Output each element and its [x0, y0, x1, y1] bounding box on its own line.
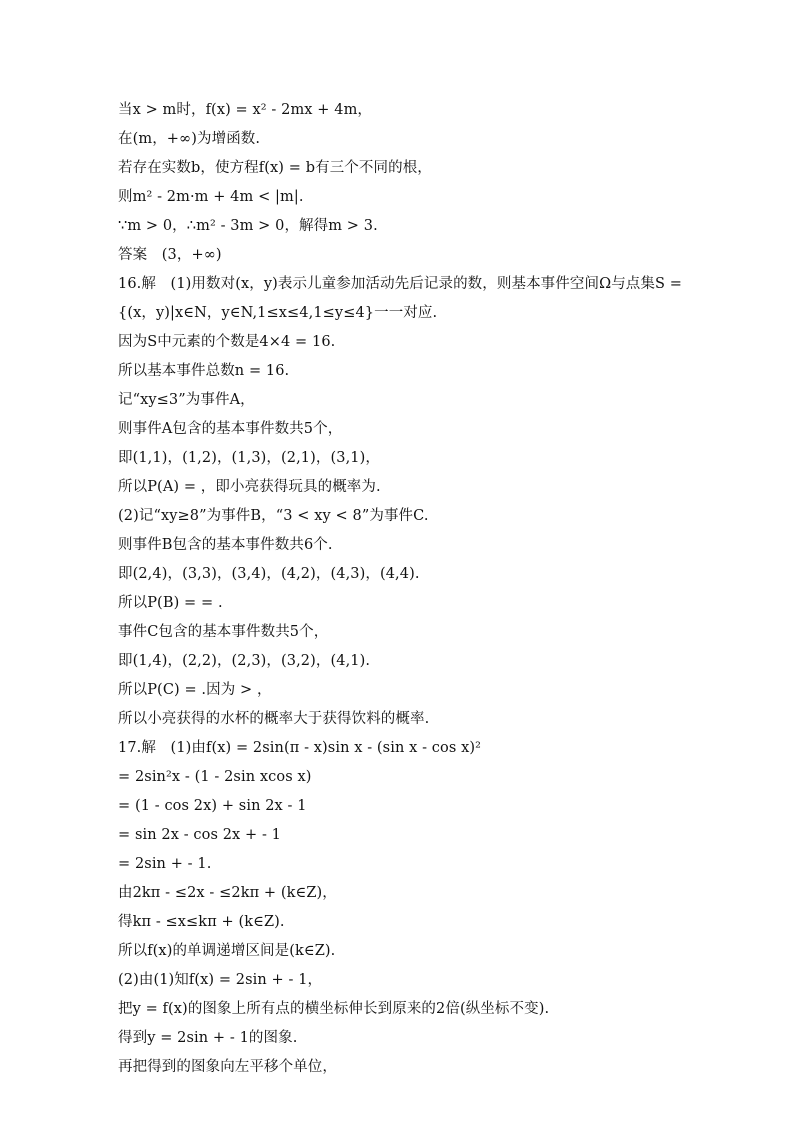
- answer-line: 答案 (3，+∞): [118, 247, 222, 263]
- text-line: 当x > m时，f(x) = x² - 2mx + 4m，: [118, 102, 373, 118]
- text-line: 所以小亮获得的水杯的概率大于获得饮料的概率.: [118, 711, 430, 727]
- text-line: = (1 - cos 2x) + sin 2x - 1: [118, 798, 307, 814]
- text-line: (2)由(1)知f(x) = 2sin + - 1，: [118, 972, 323, 988]
- text-line: 即(1,1)，(1,2)，(1,3)，(2,1)，(3,1)，: [118, 450, 380, 466]
- text-line: 所以P(B) = = .: [118, 595, 223, 611]
- text-line: = sin 2x - cos 2x + - 1: [118, 827, 282, 843]
- text-line: ∵m > 0，∴m² - 3m > 0，解得m > 3.: [118, 218, 378, 234]
- text-line: 则事件B包含的基本事件数共6个.: [118, 537, 333, 553]
- text-line: 在(m，+∞)为增函数.: [118, 131, 261, 147]
- text-line: = 2sin²x - (1 - 2sin xcos x): [118, 769, 312, 785]
- text-line: 所以P(C) = .因为 > ，: [118, 682, 272, 698]
- text-line: 则m² - 2m·m + 4m < |m|.: [118, 189, 304, 205]
- text-line: 所以f(x)的单调递增区间是(k∈Z).: [118, 943, 336, 959]
- text-line: 得kπ - ≤x≤kπ + (k∈Z).: [118, 914, 285, 930]
- text-line: 则事件A包含的基本事件数共5个，: [118, 421, 343, 437]
- text-line: 记“xy≤3”为事件A，: [118, 392, 255, 408]
- text-line: (2)记“xy≥8”为事件B，“3 < xy < 8”为事件C.: [118, 508, 429, 524]
- text-line: 由2kπ - ≤2x - ≤2kπ + (k∈Z)，: [118, 885, 337, 901]
- text-line: 事件C包含的基本事件数共5个，: [118, 624, 329, 640]
- text-line: 所以P(A) = ，即小亮获得玩具的概率为.: [118, 479, 381, 495]
- text-line: 所以基本事件总数n = 16.: [118, 363, 290, 379]
- text-line: 把y = f(x)的图象上所有点的横坐标伸长到原来的2倍(纵坐标不变).: [118, 1001, 550, 1017]
- solution-text: [118, 96, 718, 1082]
- problem-17-heading: 17.解 (1)由f(x) = 2sin(π - x)sin x - (sin x - cos x)²: [118, 740, 482, 756]
- problem-16-heading: 16.解 (1)用数对(x，y)表示儿童参加活动先后记录的数，则基本事件空间Ω与点集S =: [118, 276, 682, 292]
- text-line: = 2sin + - 1.: [118, 856, 212, 872]
- text-line: 再把得到的图象向左平移个单位，: [118, 1059, 337, 1075]
- text-line: 若存在实数b，使方程f(x) = b有三个不同的根，: [118, 160, 432, 176]
- text-line: 因为S中元素的个数是4×4 = 16.: [118, 334, 336, 350]
- text-line: 即(1,4)，(2,2)，(2,3)，(3,2)，(4,1).: [118, 653, 371, 669]
- text-line: 即(2,4)，(3,3)，(3,4)，(4,2)，(4,3)，(4,4).: [118, 566, 420, 582]
- text-line: 得到y = 2sin + - 1的图象.: [118, 1030, 298, 1046]
- text-line: {(x，y)|x∈N，y∈N,1≤x≤4,1≤y≤4}一一对应.: [118, 305, 438, 321]
